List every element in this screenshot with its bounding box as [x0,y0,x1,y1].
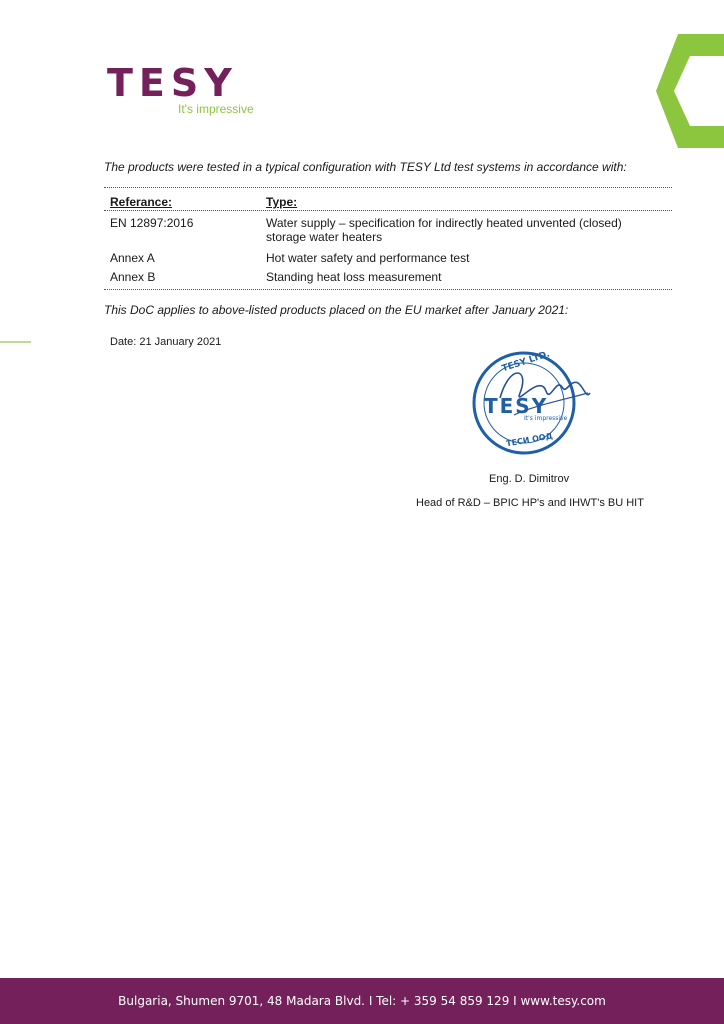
type-cell: Water supply – specification for indirectly heated unvented (closed) storage water heaters [266,216,622,244]
table-header-row [104,193,672,211]
header-type: Type: [266,195,298,209]
table-row [104,265,672,284]
type-cell: Hot water safety and performance test [266,251,470,265]
applies-text: This DoC applies to above-listed products placed on the EU market after January 2021: [104,303,569,317]
signatory-role: Head of R&D – BPIC HP's and IHWT's BU HIT [416,497,644,509]
reference-cell: Annex B [110,270,156,284]
corner-brand-shape [650,30,724,152]
logo-wordmark: TESY [107,61,238,105]
tesy-logo [107,61,254,116]
logo-tagline: It's impressive [178,102,254,116]
reference-table [104,193,672,284]
stamp-bottom-text: ТЕСИ ООД [505,431,554,449]
header-reference: Referance: [110,195,173,209]
header-underline-rule [104,210,672,211]
company-stamp [470,343,595,461]
intro-text: The products were tested in a typical configuration with TESY Ltd test systems in accordance with: [104,160,627,174]
footer-contact: Bulgaria, Shumen 9701, 48 Madara Blvd. I Tel: + 359 54 859 129 I www.tesy.com [118,994,606,1008]
table-top-rule [104,187,672,188]
reference-cell: EN 12897:2016 [110,216,194,230]
table-row [104,211,672,246]
reference-cell: Annex A [110,251,155,265]
footer-bar [0,978,724,1024]
table-bottom-rule [104,289,672,290]
table-row [104,246,672,265]
stamp-tagline: It's impressive [524,415,568,422]
signatory-name: Eng. D. Dimitrov [489,473,570,485]
stamp-top-text: TESY LTD. [500,349,552,375]
fold-mark [0,341,31,343]
document-date: Date: 21 January 2021 [110,336,222,348]
type-cell: Standing heat loss measurement [266,270,442,284]
stamp-center-text: TESY [484,394,549,418]
